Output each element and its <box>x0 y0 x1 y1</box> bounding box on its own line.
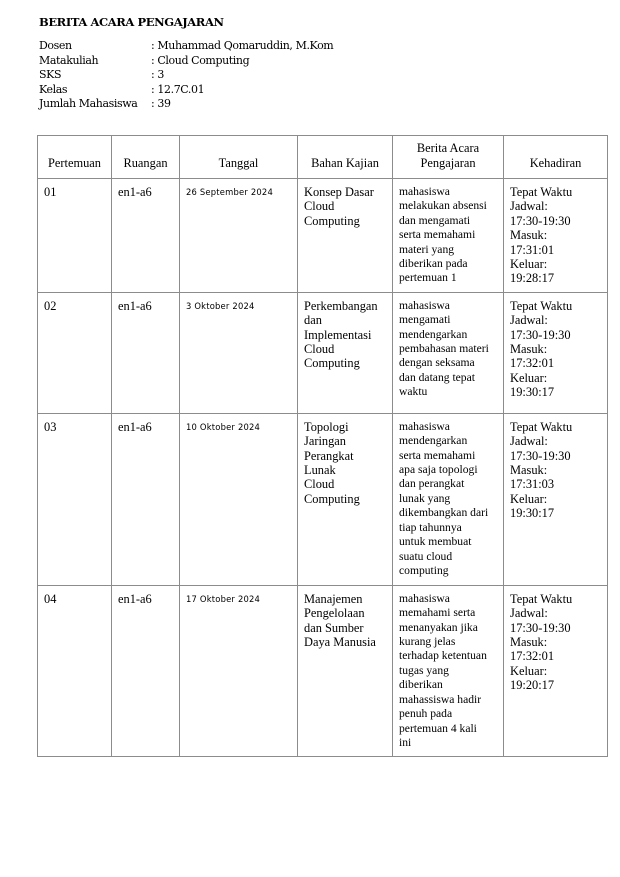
cell-kehadiran-line: 17:31:03 <box>510 477 555 492</box>
cell-kehadiran-line: 17:30-19:30 <box>510 448 571 463</box>
cell-kehadiran <box>504 585 608 756</box>
info-value: : 12.7C.01 <box>151 82 205 96</box>
cell-kehadiran <box>504 413 608 585</box>
cell-pertemuan: 02 <box>38 292 112 413</box>
table-row <box>38 585 608 756</box>
cell-berita-acara-line: dengan seksama <box>399 356 475 370</box>
berita-acara-table <box>37 135 608 757</box>
cell-kehadiran-line: 17:32:01 <box>510 356 555 371</box>
cell-berita-acara-line: waktu <box>399 385 428 399</box>
cell-berita-acara-line: mendengarkan <box>399 327 468 341</box>
cell-tanggal: 10 Oktober 2024 <box>180 413 298 585</box>
cell-berita-acara-line: mahassiswa hadir <box>399 692 482 706</box>
cell-berita-acara-line: mahasiswa <box>399 298 450 312</box>
info-label: SKS <box>39 68 62 81</box>
cell-berita-acara <box>393 292 504 413</box>
cell-berita-acara-line: mahasiswa <box>399 419 450 433</box>
cell-bahan-kajian-line: Jaringan <box>304 434 346 449</box>
cell-bahan-kajian-line: Lunak <box>304 463 336 478</box>
cell-kehadiran-line: 19:30:17 <box>510 385 555 400</box>
cell-kehadiran-line: Masuk: <box>510 635 548 650</box>
cell-berita-acara-line: penuh pada <box>399 707 453 721</box>
cell-kehadiran-line: 17:30-19:30 <box>510 327 571 342</box>
cell-kehadiran-line: 19:20:17 <box>510 678 555 693</box>
header-ruangan: Ruangan <box>112 136 180 179</box>
cell-kehadiran-line: Tepat Waktu <box>510 591 573 606</box>
cell-berita-acara-line: melakukan absensi <box>399 199 487 213</box>
cell-bahan-kajian-line: Computing <box>304 356 360 371</box>
cell-berita-acara-line: lunak yang <box>399 491 451 505</box>
cell-berita-acara-line: diberikan <box>399 678 443 692</box>
header-tanggal: Tanggal <box>180 136 298 179</box>
cell-bahan-kajian <box>298 585 393 756</box>
cell-kehadiran-line: 19:28:17 <box>510 271 555 286</box>
cell-kehadiran-line: Jadwal: <box>510 606 548 621</box>
cell-kehadiran <box>504 292 608 413</box>
cell-berita-acara-line: pertemuan 1 <box>399 271 457 285</box>
cell-berita-acara-line: serta memahami <box>399 448 476 462</box>
cell-berita-acara-line: materi yang <box>399 242 455 256</box>
cell-kehadiran-line: 17:31:01 <box>510 242 555 257</box>
cell-kehadiran-line: Jadwal: <box>510 313 548 328</box>
cell-berita-acara-line: pembahasan materi <box>399 342 489 356</box>
cell-bahan-kajian-line: dan <box>304 313 322 328</box>
cell-kehadiran-line: Masuk: <box>510 228 548 243</box>
cell-kehadiran-line: Masuk: <box>510 342 548 357</box>
cell-ruangan: en1-a6 <box>112 292 180 413</box>
cell-berita-acara-line: diberikan pada <box>399 257 468 271</box>
table-row <box>38 179 608 293</box>
cell-bahan-kajian-line: Topologi <box>304 419 349 434</box>
cell-berita-acara-line: untuk membuat <box>399 535 472 549</box>
cell-bahan-kajian-line: Computing <box>304 213 360 228</box>
cell-tanggal: 17 Oktober 2024 <box>180 585 298 756</box>
header-kehadiran: Kehadiran <box>504 136 608 179</box>
cell-bahan-kajian-line: Cloud <box>304 477 335 492</box>
cell-berita-acara-line: computing <box>399 563 449 577</box>
page-title: BERITA ACARA PENGAJARAN <box>39 15 224 29</box>
cell-bahan-kajian-line: Cloud <box>304 342 335 357</box>
cell-berita-acara-line: memahami serta <box>399 606 476 620</box>
cell-kehadiran <box>504 179 608 293</box>
cell-kehadiran-line: Jadwal: <box>510 434 548 449</box>
cell-berita-acara-line: dan mengamati <box>399 213 471 227</box>
cell-bahan-kajian-line: Konsep Dasar <box>304 185 374 199</box>
cell-kehadiran-line: Tepat Waktu <box>510 298 573 313</box>
cell-berita-acara-line: menanyakan jika <box>399 620 478 634</box>
cell-berita-acara-line: pertemuan 4 kali <box>399 721 477 735</box>
cell-bahan-kajian-line: Computing <box>304 491 360 506</box>
cell-bahan-kajian <box>298 292 393 413</box>
cell-bahan-kajian-line: Cloud <box>304 199 335 214</box>
cell-bahan-kajian-line: Manajemen <box>304 591 363 606</box>
cell-bahan-kajian <box>298 179 393 293</box>
cell-bahan-kajian-line: Perangkat <box>304 448 354 463</box>
cell-tanggal: 3 Oktober 2024 <box>180 292 298 413</box>
cell-bahan-kajian <box>298 413 393 585</box>
cell-kehadiran-line: Keluar: <box>510 257 548 272</box>
cell-kehadiran-line: Keluar: <box>510 491 548 506</box>
cell-berita-acara-line: ini <box>399 735 412 749</box>
header-bahan-kajian: Bahan Kajian <box>298 136 393 179</box>
cell-berita-acara <box>393 585 504 756</box>
cell-berita-acara-line: terhadap ketentuan <box>399 649 487 663</box>
cell-berita-acara-line: dikembangkan dari <box>399 506 489 520</box>
cell-berita-acara-line: serta memahami <box>399 228 476 242</box>
header-pertemuan: Pertemuan <box>38 136 112 179</box>
cell-bahan-kajian-line: dan Sumber <box>304 620 364 635</box>
cell-tanggal: 26 September 2024 <box>180 179 298 293</box>
cell-bahan-kajian-line: Pengelolaan <box>304 606 365 621</box>
cell-berita-acara <box>393 179 504 293</box>
cell-kehadiran-line: Keluar: <box>510 370 548 385</box>
cell-berita-acara-line: mengamati <box>399 313 451 327</box>
info-value: : Muhammad Qomaruddin, M.Kom <box>151 39 334 52</box>
header-berita-acara: Berita Acara Pengajaran <box>393 136 504 179</box>
cell-berita-acara-line: kurang jelas <box>399 635 456 649</box>
cell-berita-acara-line: dan perangkat <box>399 477 465 491</box>
cell-kehadiran-line: 17:30-19:30 <box>510 620 571 635</box>
cell-ruangan: en1-a6 <box>112 413 180 585</box>
cell-pertemuan: 01 <box>38 179 112 293</box>
info-label: Matakuliah <box>39 53 99 67</box>
cell-berita-acara-line: tugas yang <box>399 663 449 677</box>
cell-kehadiran-line: 19:30:17 <box>510 506 555 521</box>
cell-berita-acara-line: dan datang tepat <box>399 370 475 384</box>
cell-berita-acara <box>393 413 504 585</box>
cell-kehadiran-line: Jadwal: <box>510 199 548 214</box>
info-value: : 3 <box>151 68 165 81</box>
cell-kehadiran-line: Keluar: <box>510 663 548 678</box>
info-label: Dosen <box>39 39 72 52</box>
cell-berita-acara-line: tiap tahunnya <box>399 520 462 534</box>
cell-ruangan: en1-a6 <box>112 585 180 756</box>
cell-ruangan: en1-a6 <box>112 179 180 293</box>
cell-berita-acara-line: apa saja topologi <box>399 463 478 477</box>
table-row <box>38 413 608 585</box>
table-row <box>38 292 608 413</box>
info-label: Kelas <box>39 82 68 96</box>
table-header-row <box>38 136 608 179</box>
info-value: : 39 <box>151 97 171 110</box>
cell-berita-acara-line: mendengarkan <box>399 434 468 448</box>
info-label: Jumlah Mahasiswa <box>39 97 138 110</box>
cell-bahan-kajian-line: Perkembangan <box>304 298 378 313</box>
cell-berita-acara-line: mahasiswa <box>399 591 450 605</box>
info-value: : Cloud Computing <box>151 53 250 67</box>
cell-pertemuan: 04 <box>38 585 112 756</box>
cell-kehadiran-line: 17:30-19:30 <box>510 213 571 228</box>
table-body <box>38 179 608 757</box>
cell-bahan-kajian-line: Implementasi <box>304 327 372 342</box>
cell-kehadiran-line: Tepat Waktu <box>510 419 573 434</box>
cell-bahan-kajian-line: Daya Manusia <box>304 635 376 650</box>
cell-berita-acara-line: suatu cloud <box>399 549 453 563</box>
cell-kehadiran-line: 17:32:01 <box>510 649 555 664</box>
cell-berita-acara-line: mahasiswa <box>399 185 450 198</box>
cell-kehadiran-line: Masuk: <box>510 463 548 478</box>
cell-kehadiran-line: Tepat Waktu <box>510 185 573 199</box>
cell-pertemuan: 03 <box>38 413 112 585</box>
